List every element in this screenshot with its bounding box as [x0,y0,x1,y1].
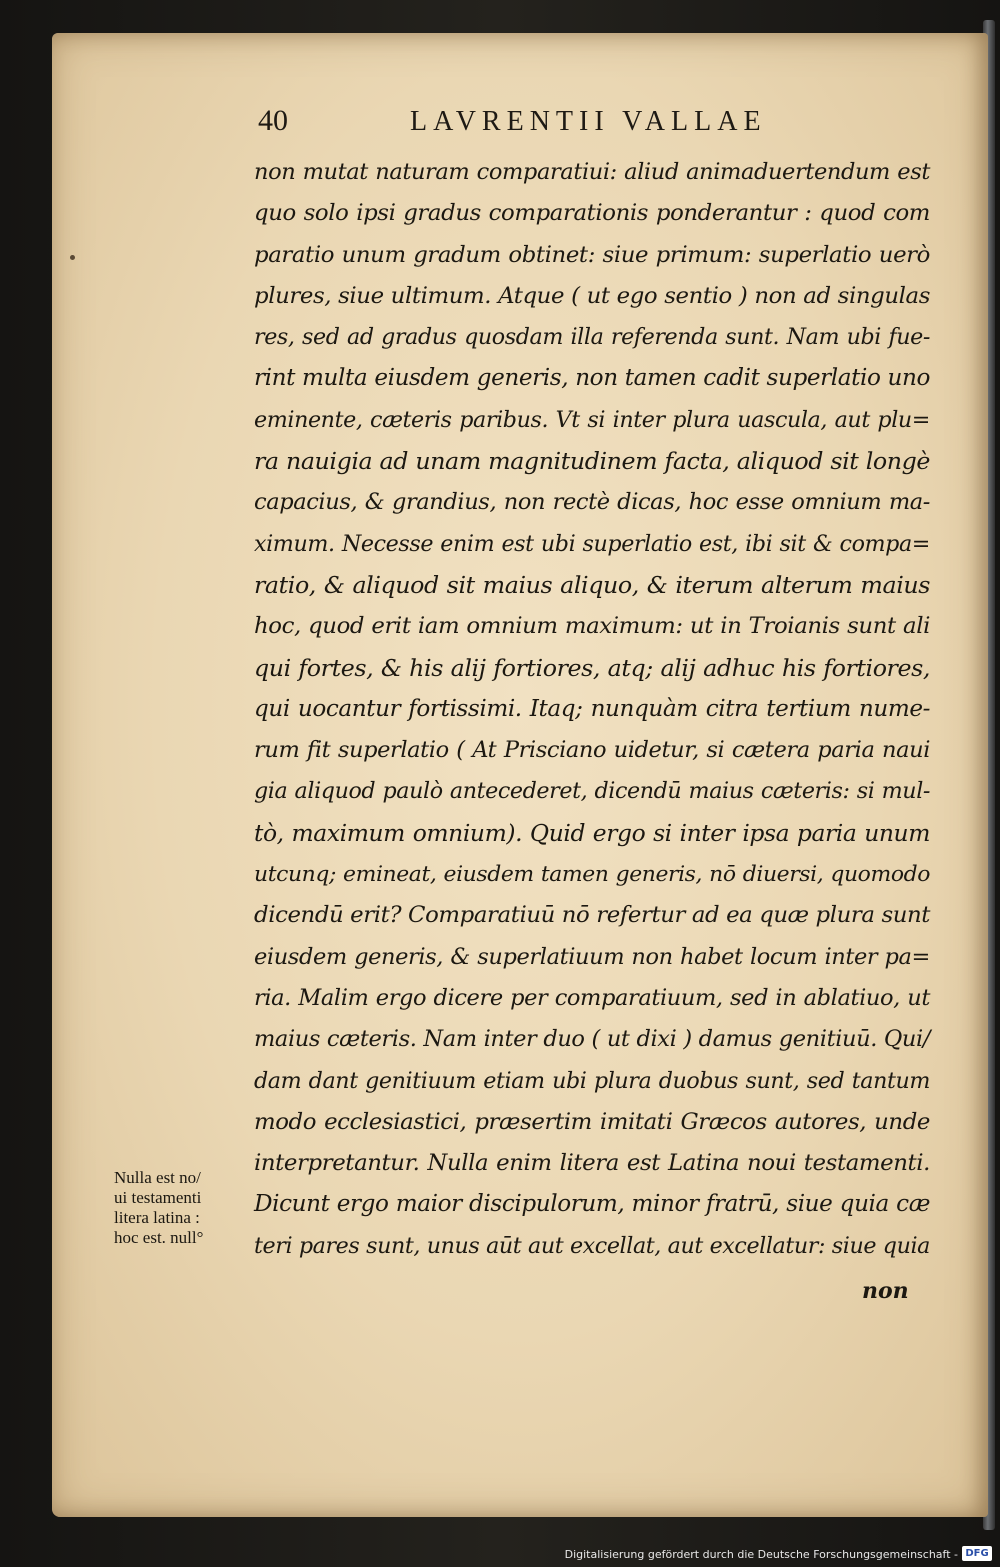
text-line: ra nauigia ad unam magnitudinem facta, aliquod sit longè [254,447,930,476]
marginal-note-line: ui testamenti [114,1188,202,1207]
text-line: modo ecclesiastici, præsertim imitati Græcos autores, unde [254,1108,930,1135]
text-line: maius cæteris. Nam inter duo ( ut dixi ) damus genitiuū. Qui/ [254,1026,930,1053]
text-line: ratio, & aliquod sit maius aliquo, & iterum alterum maius [254,570,930,599]
marginal-note [114,1168,254,1248]
text-line: dam dant genitiuum etiam ubi plura duobus sunt, sed tantum [254,1067,930,1094]
funding-credit: Digitalisierung gefördert durch die Deutsche Forschungsgemeinschaft - [564,1548,958,1561]
marginal-note-line: Nulla est no/ [114,1168,201,1187]
text-line: qui fortes, & his alij fortiores, atq; alij adhuc his fortiores, [254,653,930,682]
text-line: eminente, cæteris paribus. Vt si inter plura uascula, aut plu= [254,406,930,433]
text-line: quo solo ipsi gradus comparationis ponderantur : quod com [254,200,930,227]
digitization-footer [0,1540,1000,1567]
text-line: interpretantur. Nulla enim litera est Latina noui testamenti. [254,1150,930,1177]
text-line: capacius, & grandius, non rectè dicas, hoc esse omnium ma- [254,489,930,516]
text-line: rum fit superlatio ( At Prisciano uidetur, si cætera paria naui [254,737,930,764]
text-line: paratio unum gradum obtinet: siue primum: superlatio uerò [254,241,930,268]
text-line: utcunq; emineat, eiusdem tamen generis, nō diuersi, quomodo [254,862,930,888]
text-line: teri pares sunt, unus aūt aut excellat, aut excellatur: siue quia [254,1232,930,1259]
marginal-note-line: hoc est. null° [114,1228,204,1247]
text-line: dicendū erit? Comparatiuū nō refertur ad ea quæ plura sunt [254,902,931,929]
text-line: plures, siue ultimum. Atque ( ut ego sentio ) non ad singulas [254,282,930,309]
text-line: rint multa eiusdem generis, non tamen cadit superlatio uno [254,365,930,392]
text-line: ria. Malim ergo dicere per comparatiuum, sed in ablatiuo, ut [254,984,930,1011]
text-line: hoc, quod erit iam omnium maximum: ut in Troianis sunt ali [254,613,930,640]
text-line: tò, maximum omnium). Quid ergo si inter ipsa paria unum [254,818,930,847]
text-line: gia aliquod paulò antecederet, dicendū maius cæteris: si mul- [254,778,930,805]
page-stain [70,255,75,260]
body-text [254,152,930,1267]
marginal-note-line: litera latina : [114,1208,200,1227]
dfg-logo: DFG [962,1546,992,1561]
catchword: non [862,1278,909,1304]
text-line: eiusdem generis, & superlatiuum non habet locum inter pa= [254,943,930,970]
text-line: res, sed ad gradus quosdam illa referenda sunt. Nam ubi fue- [254,324,930,351]
text-line: non mutat naturam comparatiui: aliud animaduertendum est [254,159,930,185]
text-line: ximum. Necesse enim est ubi superlatio est, ibi sit & compa= [254,530,930,557]
text-line: qui uocantur fortissimi. Itaq; nunquàm citra tertium nume- [254,695,930,722]
page-number: 40 [258,104,288,137]
text-line: Dicunt ergo maior discipulorum, minor fratrū, siue quia cæ [254,1191,930,1218]
running-head: LAVRENTII VALLAE [410,106,767,137]
page-header [258,104,798,144]
